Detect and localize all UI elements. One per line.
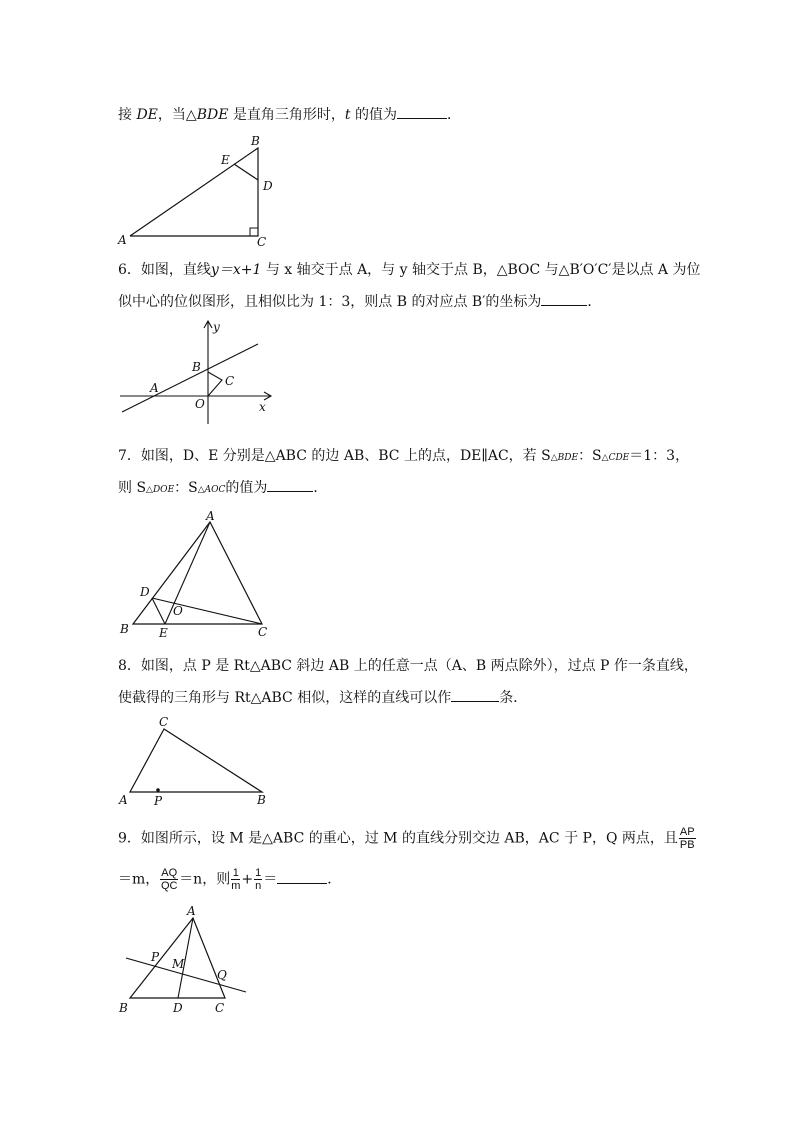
q5-label-d: D xyxy=(263,179,273,193)
q6-label-a: A xyxy=(150,381,159,395)
q7-text: ：S xyxy=(174,480,198,496)
q6-label-c: C xyxy=(225,374,235,388)
q6-text: 似中心的位似图形，且相似比为 1：3，则点 B 的对应点 B′的坐标为 xyxy=(118,294,542,310)
q8-text: 条． xyxy=(499,690,528,706)
q9-text: ＝ xyxy=(263,871,278,888)
q8-label-b: B xyxy=(257,793,266,807)
fraction-denominator: PB xyxy=(679,839,695,851)
q6-label-o: O xyxy=(195,397,205,411)
q6-equation: y＝x+1 xyxy=(210,262,262,278)
q9-text: ＝m， xyxy=(118,871,160,888)
q9-label-c: C xyxy=(215,1001,225,1015)
q7-text: 7．如图，D、E 分别是△ABC 的边 AB、BC 上的点，DE∥AC，若 S xyxy=(118,448,551,464)
fraction-denominator: QC xyxy=(160,880,178,892)
q8-label-p: P xyxy=(154,794,163,808)
q7-label-d: D xyxy=(140,585,150,599)
q9-text: ． xyxy=(327,871,342,888)
q7-label-e: E xyxy=(159,626,168,640)
q6-label-y: y xyxy=(213,320,220,334)
q7-subscript: △CDE xyxy=(601,453,630,463)
fraction-denominator: m xyxy=(231,880,241,892)
q9-line-pq xyxy=(126,958,246,992)
q8-label-a: A xyxy=(119,793,128,807)
q5-text: 接 xyxy=(118,107,137,123)
q7-subscript: △BDE xyxy=(550,453,579,463)
q5-text: 是直角三角形时， xyxy=(228,107,345,123)
q5-label-e: E xyxy=(221,153,230,167)
q9-label-p: P xyxy=(151,950,160,964)
q7-text: 的值为 xyxy=(225,480,268,496)
q5-text: ，当△ xyxy=(157,107,197,123)
q7-label-o: O xyxy=(173,604,183,618)
fraction-numerator: 1 xyxy=(255,867,262,879)
q6-label-x: x xyxy=(259,400,266,414)
q5-t: t xyxy=(344,107,351,123)
q5-text: 的值为 xyxy=(350,107,397,123)
q6-text: ． xyxy=(587,294,602,310)
q9-text: 9．如图所示，设 M 是△ABC 的重心，过 M 的直线分别交边 AB，AC 于 P，Q 两点，且 xyxy=(118,830,678,847)
q9-text: ＝n，则 xyxy=(179,871,231,888)
q5-de: DE xyxy=(136,107,158,123)
q7-text: ． xyxy=(313,480,328,496)
fraction-denominator: n xyxy=(255,880,262,892)
q8-text: 使截得的三角形与 Rt△ABC 相似，这样的直线可以作 xyxy=(118,690,452,706)
q8-text: 8．如图，点 P 是 Rt△ABC 斜边 AB 上的任意一点（A、B 两点除外），过点 P 作一条直线， xyxy=(118,658,698,674)
fraction-numerator: AP xyxy=(679,826,695,838)
q9-label-q: Q xyxy=(217,968,227,982)
q9-label-a: A xyxy=(187,904,196,918)
q5-text: ． xyxy=(446,107,461,123)
q7-label-c: C xyxy=(258,625,268,639)
q5-label-b: B xyxy=(251,134,260,148)
q9-label-d: D xyxy=(173,1001,183,1015)
q9-label-m: M xyxy=(172,957,185,971)
q6-text: 6．如图，直线 xyxy=(118,262,211,278)
q9-label-b: B xyxy=(119,1001,128,1015)
q9-text: + xyxy=(241,871,254,888)
q7-label-a: A xyxy=(206,509,215,523)
q7-text: 则 S xyxy=(118,480,147,496)
fraction-numerator: AQ xyxy=(161,867,178,879)
q7-text: ＝1：3， xyxy=(629,448,690,464)
q7-label-b: B xyxy=(120,622,129,636)
q6-label-b: B xyxy=(192,360,201,374)
q7-subscript: △AOC xyxy=(197,485,226,495)
q5-label-a: A xyxy=(118,233,127,247)
q5-bde: BDE xyxy=(196,107,229,123)
q7-text: ：S xyxy=(578,448,602,464)
q5-label-c: C xyxy=(257,235,267,249)
q7-subscript: △DOE xyxy=(146,485,175,495)
q6-text: 与 x 轴交于点 A，与 y 轴交于点 B，△BOC 与△B′O′C′是以点 A 为位 xyxy=(261,262,701,278)
q8-label-c: C xyxy=(159,715,169,729)
fraction-numerator: 1 xyxy=(232,867,239,879)
